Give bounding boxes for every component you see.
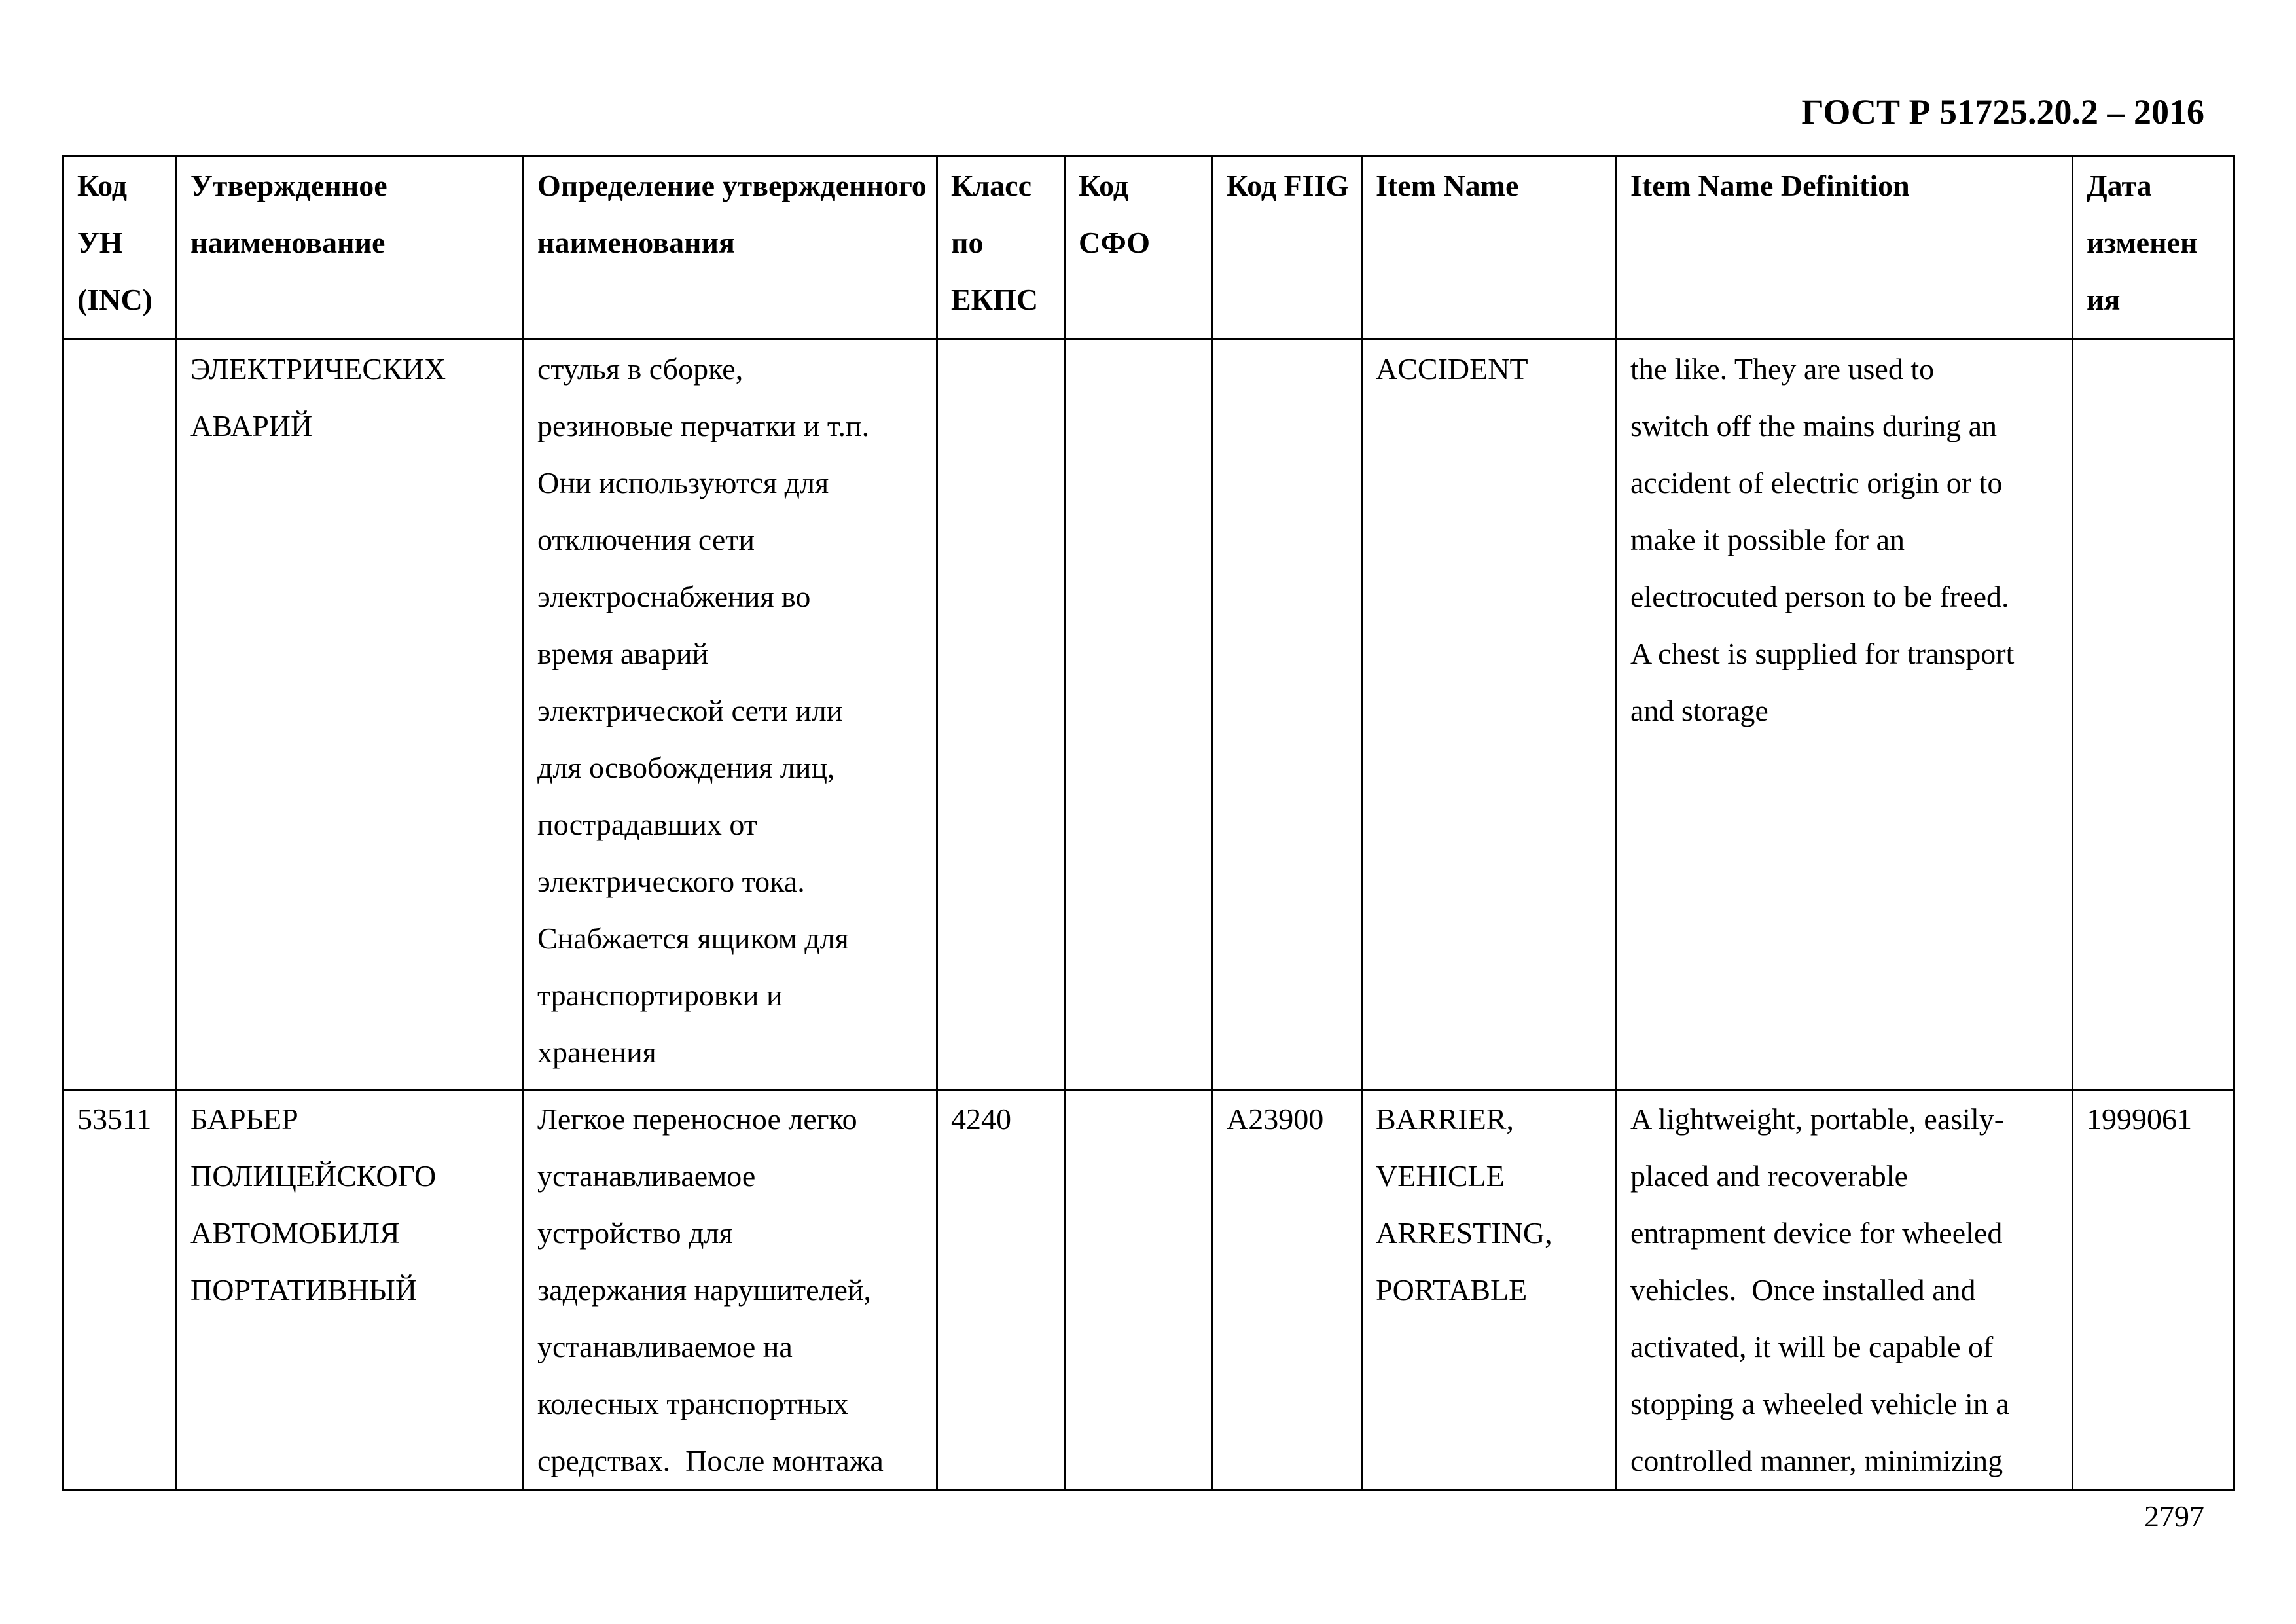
cell-inc (63, 340, 177, 1090)
table-row (63, 340, 2234, 1090)
cell-definition: Легкое переносное легко устанавливаемое устройство для задержания нарушителей, устанавливаемое на колесных транспортных средствах. После монтажа (524, 1090, 937, 1490)
page-number: 2797 (2144, 1500, 2204, 1533)
cell-fiig (1213, 340, 1362, 1090)
col-header-inc: Код УН (INC) (63, 156, 177, 340)
col-header-sfo: Код СФО (1065, 156, 1213, 340)
col-header-item-definition: Item Name Definition (1617, 156, 2073, 340)
header-row (63, 156, 2234, 340)
catalog-table (62, 155, 2235, 1491)
cell-inc: 53511 (63, 1090, 177, 1490)
cell-class: 4240 (937, 1090, 1065, 1490)
standard-title: ГОСТ Р 51725.20.2 – 2016 (1801, 92, 2204, 132)
cell-item-definition: A lightweight, portable, easily- placed and recoverable entrapment device for wheeled vehicles. Once installed and activated, it will be capable of stopping a wheeled vehicle in a controlled manner, minimizing (1617, 1090, 2073, 1490)
cell-sfo (1065, 340, 1213, 1090)
cell-item-name: BARRIER, VEHICLE ARRESTING, PORTABLE (1362, 1090, 1617, 1490)
table-row (63, 1090, 2234, 1490)
cell-date: 1999061 (2073, 1090, 2234, 1490)
cell-fiig: A23900 (1213, 1090, 1362, 1490)
cell-definition: стулья в сборке, резиновые перчатки и т.п. Они используются для отключения сети электроснабжения во время аварий электрической сети или для освобождения лиц, пострадавших от электрического тока. Снабжается ящиком для транспортировки и хранения (524, 340, 937, 1090)
col-header-class: Класс по ЕКПС (937, 156, 1065, 340)
cell-item-name: ACCIDENT (1362, 340, 1617, 1090)
cell-approved-name: БАРЬЕР ПОЛИЦЕЙСКОГО АВТОМОБИЛЯ ПОРТАТИВНЫЙ (177, 1090, 524, 1490)
col-header-date: Дата изменен ия (2073, 156, 2234, 340)
cell-sfo (1065, 1090, 1213, 1490)
col-header-definition: Определение утвержденного наименования (524, 156, 937, 340)
col-header-fiig: Код FIIG (1213, 156, 1362, 340)
cell-date (2073, 340, 2234, 1090)
cell-class (937, 340, 1065, 1090)
cell-approved-name: ЭЛЕКТРИЧЕСКИХ АВАРИЙ (177, 340, 524, 1090)
col-header-approved-name: Утвержденное наименование (177, 156, 524, 340)
cell-item-definition: the like. They are used to switch off the mains during an accident of electric origin or to make it possible for an electrocuted person to be freed. A chest is supplied for transport and storage (1617, 340, 2073, 1090)
col-header-item-name: Item Name (1362, 156, 1617, 340)
